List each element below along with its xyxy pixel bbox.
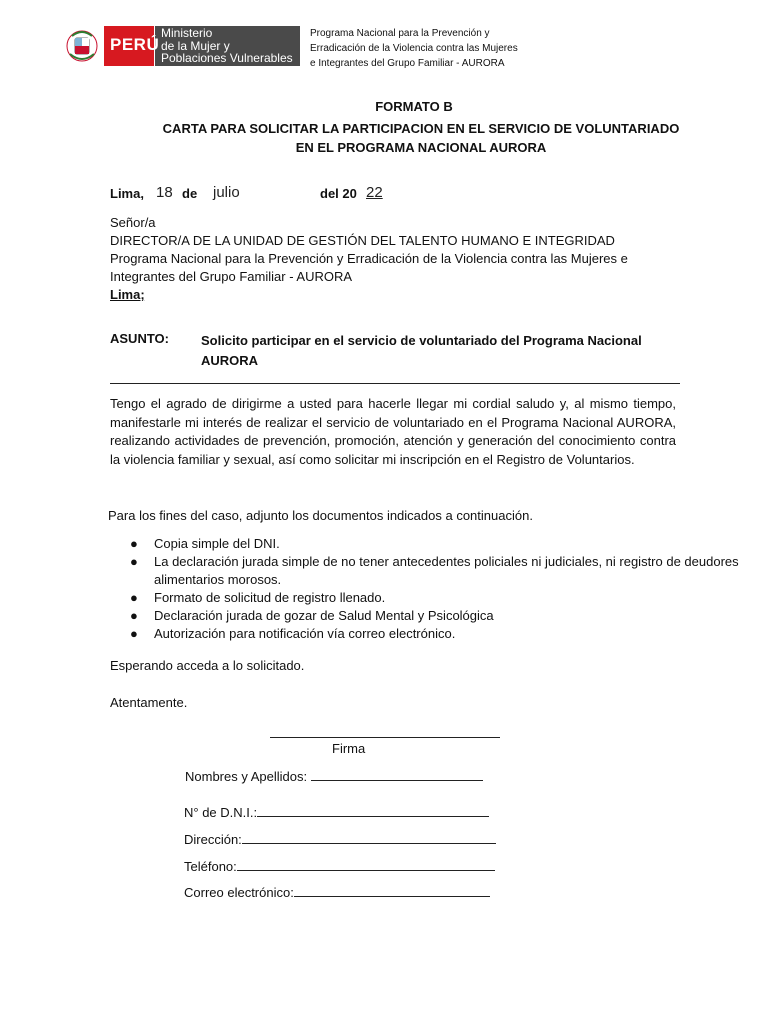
list-item: ● Copia simple del DNI. [130, 536, 280, 551]
body-paragraph: Tengo el agrado de dirigirme a usted para hacerle llegar mi cordial saludo y, al mismo tiempo, manifestarle mi interés de realizar el servicio de voluntariado en el Programa Nacional AURORA, realizando actividades de prevención, promoción, atención y generación del conocimiento contra la violencia familiar y sexual, así como solicitar mi inscripción en el Registro de Voluntarios. [110, 396, 676, 467]
program-header: Programa Nacional para la Prevención y Erradicación de la Violencia contra las Mujeres e Integrantes del Grupo Familiar - AURORA [310, 28, 518, 69]
divider [110, 383, 680, 384]
logo-country-text: PERÚ [110, 35, 160, 54]
phone-field: Teléfono: [184, 858, 495, 874]
email-blank [294, 884, 490, 897]
name-field: Nombres y Apellidos: [185, 768, 483, 784]
document-title-line2: EN EL PROGRAMA NACIONAL AURORA [295, 140, 547, 155]
list-item: ● La declaración jurada simple de no tener antecedentes policiales ni judiciales, ni registro de deudores alimentarios morosos. [130, 554, 739, 587]
document-title-line1: CARTA PARA SOLICITAR LA PARTICIPACION EN EL SERVICIO DE VOLUNTARIADO [162, 121, 680, 136]
ministry-logo [62, 24, 302, 68]
subject-text: Solicito participar en el servicio de voluntariado del Programa Nacional AURORA [201, 333, 642, 368]
date-city: Lima, [110, 186, 144, 201]
bullet-icon: ● [130, 554, 138, 569]
address-blank [242, 831, 496, 844]
date-month: julio [213, 184, 240, 201]
list-item: ● Formato de solicitud de registro llenado. [130, 590, 386, 605]
phone-blank [237, 858, 495, 871]
bullet-icon: ● [130, 536, 138, 551]
bullet-icon: ● [130, 590, 138, 605]
date-line [110, 186, 510, 206]
recipient-position: DIRECTOR/A DE LA UNIDAD DE GESTIÓN DEL TALENTO HUMANO E INTEGRIDAD [110, 233, 615, 248]
signature-label: Firma [332, 741, 366, 756]
recipient-city: Lima; [110, 287, 145, 302]
list-item: ● Autorización para notificación vía correo electrónico. [130, 626, 456, 641]
date-year: 22 [366, 184, 383, 201]
attachments-intro: Para los fines del caso, adjunto los documentos indicados a continuación. [108, 508, 533, 523]
subject-label: ASUNTO: [110, 331, 169, 346]
signature-line [270, 737, 500, 738]
email-field: Correo electrónico: [184, 884, 490, 900]
date-del: del 20 [320, 186, 357, 201]
closing-request: Esperando acceda a lo solicitado. [110, 658, 305, 673]
bullet-icon: ● [130, 608, 138, 623]
recipient-block [110, 214, 680, 304]
bullet-icon: ● [130, 626, 138, 641]
dni-field: N° de D.N.I.: [184, 804, 489, 820]
salutation: Señor/a [110, 215, 156, 230]
recipient-program-line2: Integrantes del Grupo Familiar - AURORA [110, 269, 353, 284]
recipient-program-line1: Programa Nacional para la Prevención y Erradicación de la Violencia contra las Mujeres e [110, 251, 628, 266]
date-de: de [182, 186, 198, 201]
dni-blank [257, 804, 489, 817]
name-blank [311, 768, 483, 781]
closing-regards: Atentamente. [110, 695, 188, 710]
date-day: 18 [156, 184, 173, 201]
format-title: FORMATO B [375, 99, 453, 114]
list-item: ● Declaración jurada de gozar de Salud Mental y Psicológica [130, 608, 494, 623]
attachments-list [130, 535, 740, 643]
address-field: Dirección: [184, 831, 496, 847]
logo-ministry-text: Ministerio de la Mujer y Poblaciones Vulnerables [161, 26, 293, 65]
